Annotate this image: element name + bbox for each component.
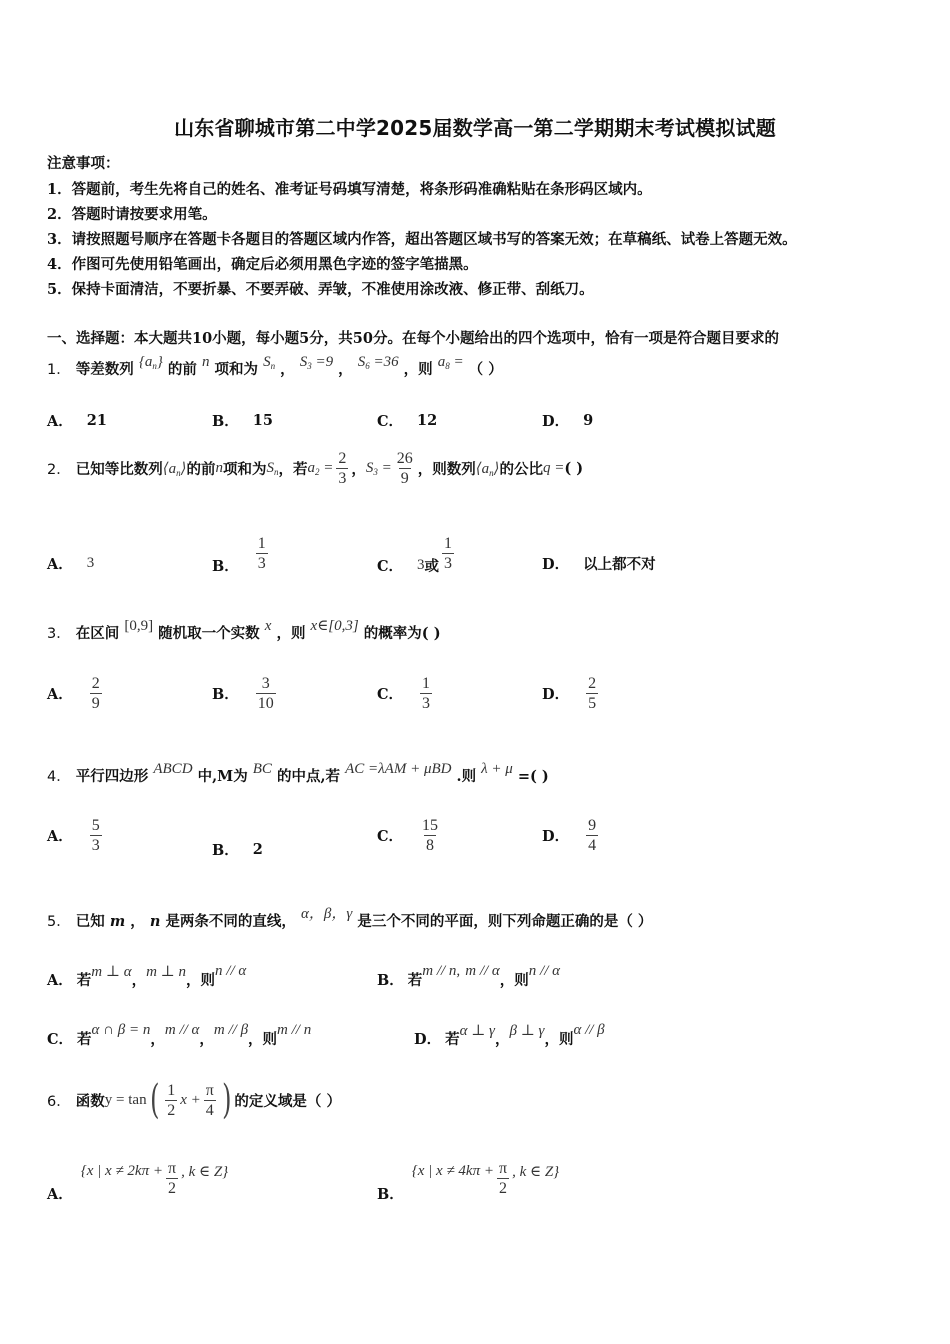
note-item-2: 2．答题时请按要求用笔。: [47, 206, 217, 223]
question-text: ，则数列: [417, 460, 476, 478]
question-text: 已知: [75, 913, 105, 930]
q5-option-b: B． 若 m // n, m // α ，则 n // α: [377, 963, 561, 989]
math-expr: α，β，γ: [301, 906, 353, 922]
question-text: 的前: [167, 361, 197, 378]
question-text: ，若: [278, 460, 308, 478]
question-text: 项和为: [214, 361, 259, 378]
q5-option-d: D． 若 α ⊥ γ ， β ⊥ γ ，则 α // β: [414, 1022, 605, 1048]
q2-option-a: A． 3: [47, 555, 95, 573]
question-text: ，: [351, 460, 366, 478]
math-expr: $S_n$: [263, 354, 276, 371]
math-expr: AC =λAM + μBD: [345, 761, 452, 777]
math-expr: x: [264, 618, 272, 634]
fraction: $\frac{\pi}{4}$: [205, 1081, 214, 1119]
q6-option-b: B． {x | x ≠ 4kπ + $\frac{\pi}{2}$ , k ∈ Z}: [377, 1159, 560, 1203]
note-item-3: 3．请按照题号顺序在答题卡各题目的答题区域内作答，超出答题区域书写的答案无效；在草稿纸、试卷上答题无效。: [47, 231, 797, 248]
q4-option-b: B． 2: [212, 841, 263, 859]
question-text: 的概率为( ): [363, 625, 441, 642]
question-text: 平行四边形: [75, 768, 149, 785]
answer-paren: =( ): [517, 768, 549, 785]
question-text: ，: [130, 913, 145, 930]
math-expr: q =: [542, 459, 565, 476]
q1-option-a: A． 21: [47, 412, 107, 430]
math-expr: $a_8$ =: [437, 354, 464, 371]
math-expr: m: [109, 913, 126, 930]
question-text: 已知等比数列: [75, 460, 163, 478]
q2-option-d: D． 以上都不对: [542, 556, 656, 573]
question-text: 等差数列: [75, 361, 134, 378]
question-1: [47, 354, 503, 379]
question-text: 的中点,若: [277, 768, 341, 785]
page-title: 山东省聊城市第二中学2025届数学高一第二学期期末考试模拟试题: [174, 116, 776, 140]
fraction: $\frac{1}{2}$: [167, 1081, 176, 1119]
question-6: [47, 1076, 341, 1124]
question-text: ，: [338, 361, 353, 378]
question-text: 在区间: [75, 625, 120, 642]
question-3: [47, 618, 441, 643]
question-number: 5．: [47, 914, 71, 930]
math-expr: x∈[0,3]: [310, 618, 359, 634]
q1-option-b: B． 15: [212, 412, 273, 430]
notes-heading: 注意事项：: [47, 155, 120, 172]
answer-paren: ( ): [564, 459, 584, 477]
q1-option-c: C． 12: [377, 412, 438, 430]
question-text: 随机取一个实数: [158, 625, 260, 642]
question-text: 是三个不同的平面，则下列命题正确的是（ ）: [357, 913, 653, 930]
math-expr: $S_n$: [266, 459, 279, 477]
question-text: 函数: [75, 1092, 105, 1110]
answer-paren: （ ）: [468, 361, 503, 378]
question-2: [47, 446, 583, 490]
q5-option-c: C． 若 α ∩ β = n ， m // α ， m // β ，则 m // n: [47, 1022, 312, 1048]
math-expr: $S_6 =36$: [357, 354, 399, 371]
question-text: 是两条不同的直线，: [165, 913, 296, 930]
q2-option-b: B． $\frac{1}{3}$: [212, 534, 266, 575]
q3-option-a: A． $\frac{2}{9}$: [47, 675, 100, 712]
section-heading: 一、选择题：本大题共10小题，每小题5分，共50分。在每个小题给出的四个选项中，恰有一项是符合题目要求的: [47, 330, 779, 347]
q5-option-a: A． 若 m ⊥ α ， m ⊥ n ，则 n // α: [47, 963, 247, 989]
math-expr: $⟨a_n⟩$: [475, 460, 500, 478]
question-4: [47, 761, 549, 786]
note-item-1: 1．答题前，考生先将自己的姓名、准考证号码填写清楚，将条形码准确粘贴在条形码区域内。: [47, 181, 652, 198]
question-number: 4．: [47, 769, 71, 785]
math-expr: [0,9]: [124, 618, 154, 634]
question-text: 项和为: [223, 460, 267, 478]
math-expr: BC: [252, 761, 272, 777]
q3-option-c: C． $\frac{1}{3}$: [377, 675, 431, 712]
math-expr: λ + μ: [481, 761, 513, 777]
q2-option-c: C． 3 或 $\frac{1}{3}$: [377, 534, 453, 575]
question-number: 1．: [47, 362, 71, 378]
question-number: 6．: [47, 1093, 71, 1110]
question-number: 3．: [47, 626, 71, 642]
math-expr: $S_3$ =: [365, 459, 392, 477]
q4-option-d: D． $\frac{9}{4}$: [542, 817, 597, 854]
question-text: 的定义域是（ ）: [234, 1092, 341, 1110]
math-expr: n: [201, 354, 210, 370]
right-paren-glyph: ): [221, 1077, 232, 1123]
math-expr: $a_2$ =: [307, 459, 334, 477]
note-item-4: 4．作图可先使用铅笔画出，确定后必须用黑色字迹的签字笔描黑。: [47, 256, 478, 273]
question-text: ，则: [276, 625, 306, 642]
question-text: ，则: [403, 361, 433, 378]
math-expr: ABCD: [153, 761, 193, 777]
q3-option-b: B． $\frac{3}{10}$: [212, 675, 274, 712]
question-5: [47, 906, 653, 931]
question-text: 中,M为: [197, 768, 248, 785]
math-expr: x +: [180, 1091, 201, 1108]
question-text: 的前: [186, 460, 216, 478]
note-item-5: 5．保持卡面清洁，不要折暴、不要弄破、弄皱，不准使用涂改液、修正带、刮纸刀。: [47, 281, 594, 298]
math-expr: y = tan: [104, 1091, 147, 1108]
math-expr: n: [215, 459, 224, 476]
q6-option-a: A． {x | x ≠ 2kπ + $\frac{\pi}{2}$ , k ∈ Z}: [47, 1159, 229, 1203]
math-expr: $\{a_n\}$: [138, 354, 163, 371]
fraction: $\frac{26}{9}$: [396, 449, 413, 487]
question-text: 的公比: [499, 460, 543, 478]
q4-option-a: A． $\frac{5}{3}$: [47, 817, 100, 854]
fraction: $\frac{2}{3}$: [338, 449, 347, 487]
math-expr: $⟨a_n⟩$: [162, 460, 187, 478]
q4-option-c: C． $\frac{15}{8}$: [377, 817, 439, 854]
math-expr: $S_3 =9$: [299, 354, 334, 371]
math-expr: n: [149, 913, 161, 930]
q1-option-d: D． 9: [542, 412, 594, 430]
q3-option-d: D． $\frac{2}{5}$: [542, 675, 597, 712]
question-text: ，: [280, 361, 295, 378]
question-text: .则: [456, 768, 477, 785]
left-paren-glyph: (: [149, 1077, 160, 1123]
question-number: 2．: [47, 461, 71, 478]
